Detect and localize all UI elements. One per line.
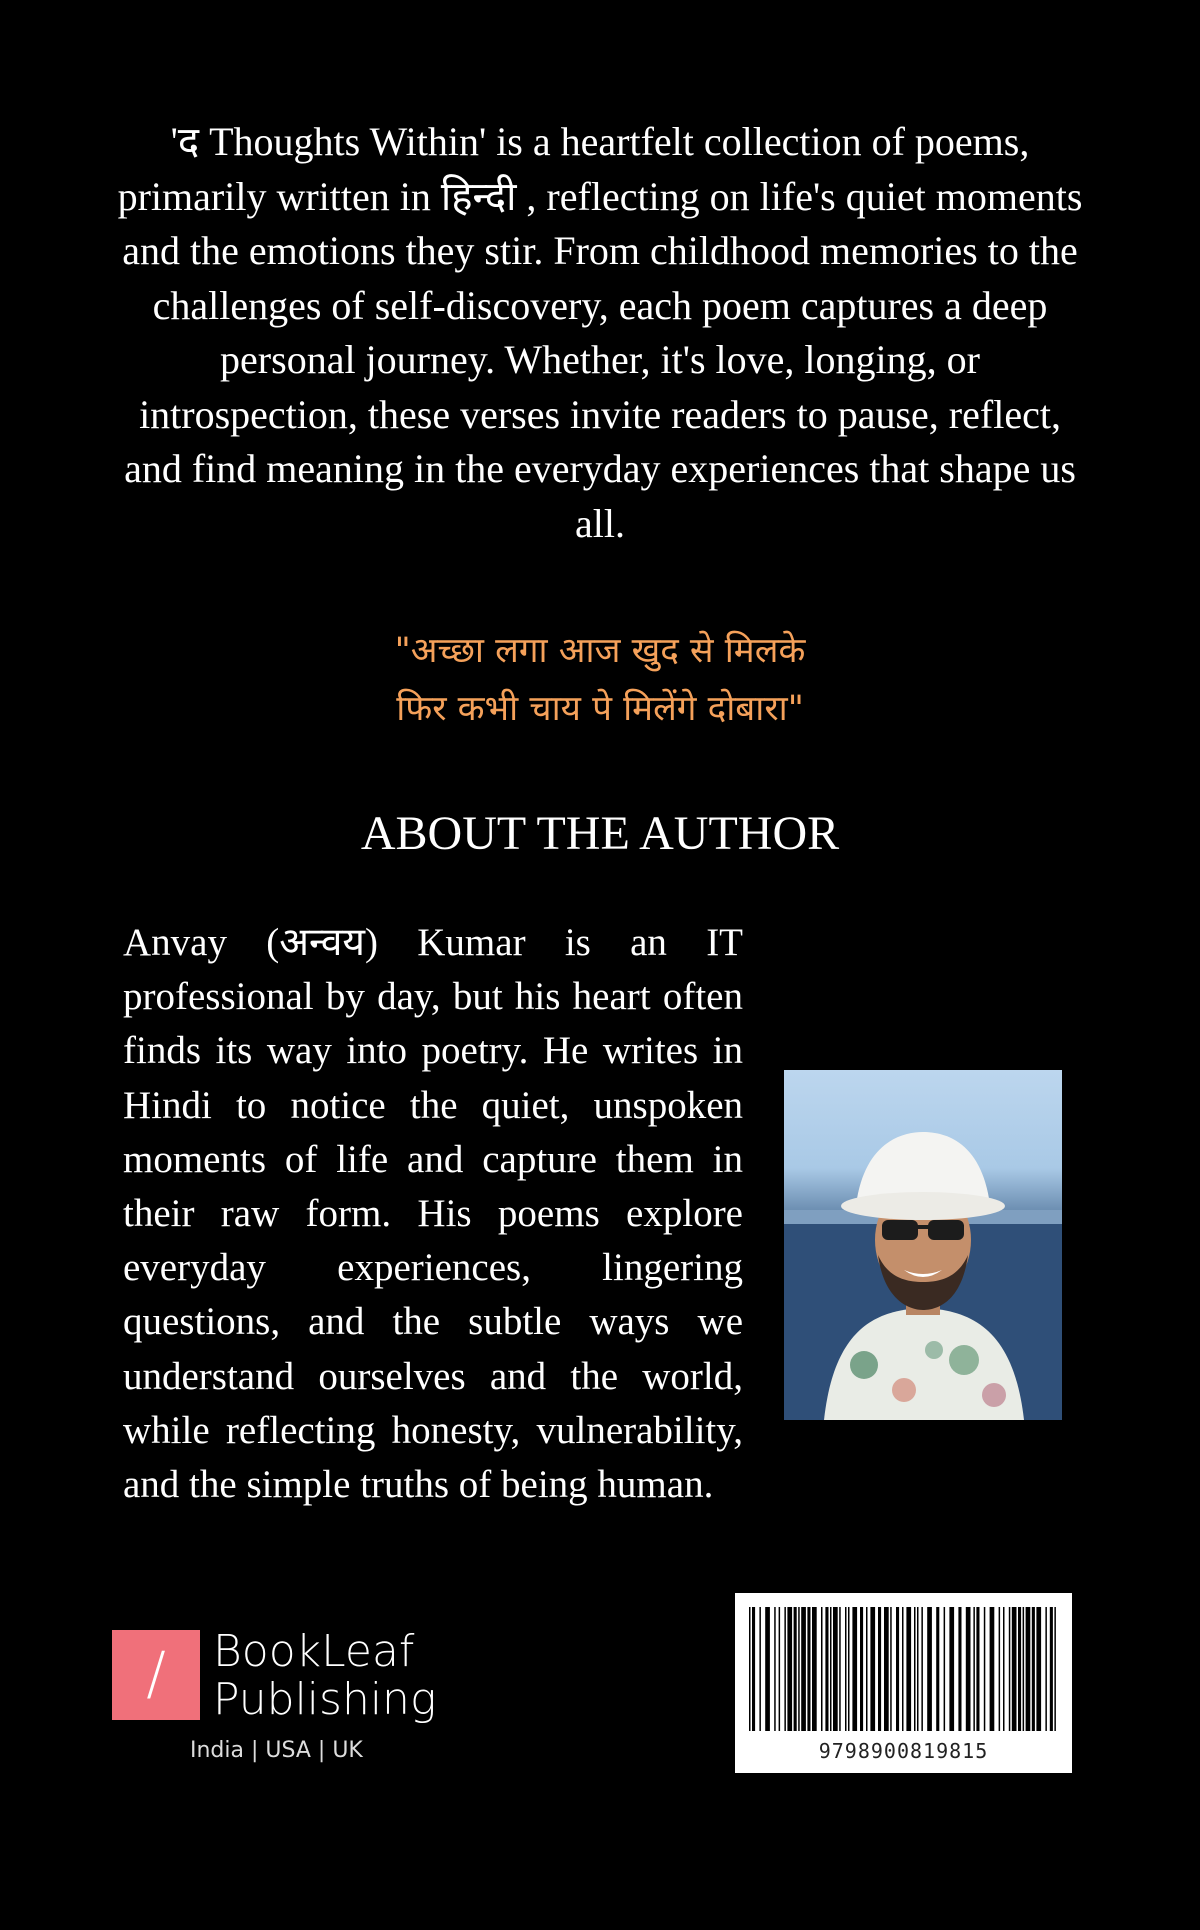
featured-quote <box>200 622 1000 738</box>
barcode-bar <box>966 1607 971 1731</box>
barcode-bar <box>936 1607 939 1731</box>
barcode-bar <box>902 1607 904 1731</box>
publisher-name-line-1: BookLeaf <box>213 1626 415 1677</box>
barcode-bar <box>860 1607 863 1731</box>
barcode-bar <box>917 1607 919 1731</box>
barcode-bar <box>1045 1607 1047 1731</box>
barcode-bar <box>984 1607 986 1731</box>
barcode-bar <box>821 1607 823 1731</box>
barcode-bar <box>906 1607 911 1731</box>
barcode-bar <box>839 1607 841 1731</box>
barcode-bar <box>1036 1607 1041 1731</box>
barcode-bar <box>801 1607 806 1731</box>
barcode-bar <box>825 1607 828 1731</box>
barcode-bar <box>976 1607 979 1731</box>
barcode-bar <box>914 1607 916 1731</box>
barcode-bar <box>944 1607 946 1731</box>
barcode-bar <box>866 1607 868 1731</box>
barcode-bar <box>798 1607 800 1731</box>
barcode-bar <box>774 1607 776 1731</box>
barcode-bar <box>812 1607 817 1731</box>
barcode-bar <box>852 1607 857 1731</box>
barcode-bar <box>848 1607 850 1731</box>
barcode-bar <box>896 1607 899 1731</box>
barcode-bar <box>1018 1607 1021 1731</box>
barcode-bar <box>830 1607 832 1731</box>
barcode-bar <box>1050 1607 1053 1731</box>
barcode-bar <box>990 1607 995 1731</box>
publisher-regions: India | USA | UK <box>190 1738 363 1763</box>
barcode-bar <box>759 1607 761 1731</box>
barcode-bar <box>784 1607 786 1731</box>
barcode-bar <box>927 1607 932 1731</box>
barcode-bar <box>807 1607 810 1731</box>
barcode-bar <box>1003 1607 1005 1731</box>
publisher-name-line-2: Publishing <box>213 1674 437 1725</box>
barcode-bar <box>845 1607 847 1731</box>
barcode-bar <box>870 1607 875 1731</box>
barcode-bar <box>1012 1607 1017 1731</box>
barcode-bar <box>884 1607 889 1731</box>
publisher-logo-icon <box>112 1630 200 1720</box>
barcode-bar <box>794 1607 797 1731</box>
barcode-bar <box>973 1607 975 1731</box>
barcode-bar <box>749 1607 751 1731</box>
quote-line-1: "अच्छा लगा आज खुद से मिलके <box>394 631 806 671</box>
barcode-bar <box>890 1607 892 1731</box>
barcode-bar <box>765 1607 770 1731</box>
barcode-bar <box>958 1607 961 1731</box>
barcode-number: 9798900819815 <box>818 1739 989 1763</box>
barcode-bar <box>779 1607 781 1731</box>
quote-line-2: फिर कभी चाय पे मिलेंगे दोबारा" <box>396 689 804 729</box>
barcode-bar <box>949 1607 954 1731</box>
barcode-bar <box>1023 1607 1025 1731</box>
author-bio: Anvay (अन्वय) Kumar is an IT professional by day, but his heart often finds its way into poetry. He writes in Hindi to notice the quiet, unspoken moments of life and capture them in their raw form. His poems explore everyday experiences, lingering questions, and the subtle ways we understand ourselves and the world, while reflecting honesty, vulnerability, and the simple truths of being human. <box>123 921 743 1507</box>
barcode-bar <box>1032 1607 1035 1731</box>
barcode-bar <box>1026 1607 1031 1731</box>
barcode-bar <box>1054 1607 1056 1731</box>
author-photo <box>784 1070 1062 1420</box>
barcode-bar <box>878 1607 881 1731</box>
about-author-heading: ABOUT THE AUTHOR <box>360 807 840 860</box>
barcode-bar <box>921 1607 923 1731</box>
isbn-barcode <box>735 1593 1072 1773</box>
book-blurb: 'द Thoughts Within' is a heartfelt collection of poems, primarily written in हिन्दी , reflecting on life's quiet moments and the emotions they stir. From childhood memories to the challenges of self-discovery, each poem captures a deep personal journey. Whether, it's love, longing, or introspection, these verses invite readers to pause, reflect, and find meaning in the everyday experiences that shape us all. <box>117 119 1083 546</box>
publisher-name <box>213 1628 436 1724</box>
logo-slash: / <box>146 1639 166 1707</box>
barcode-bar <box>752 1607 755 1731</box>
barcode-bar <box>787 1607 792 1731</box>
barcode-bar <box>1009 1607 1011 1731</box>
barcode-bar <box>999 1607 1001 1731</box>
barcode-bar <box>833 1607 838 1731</box>
